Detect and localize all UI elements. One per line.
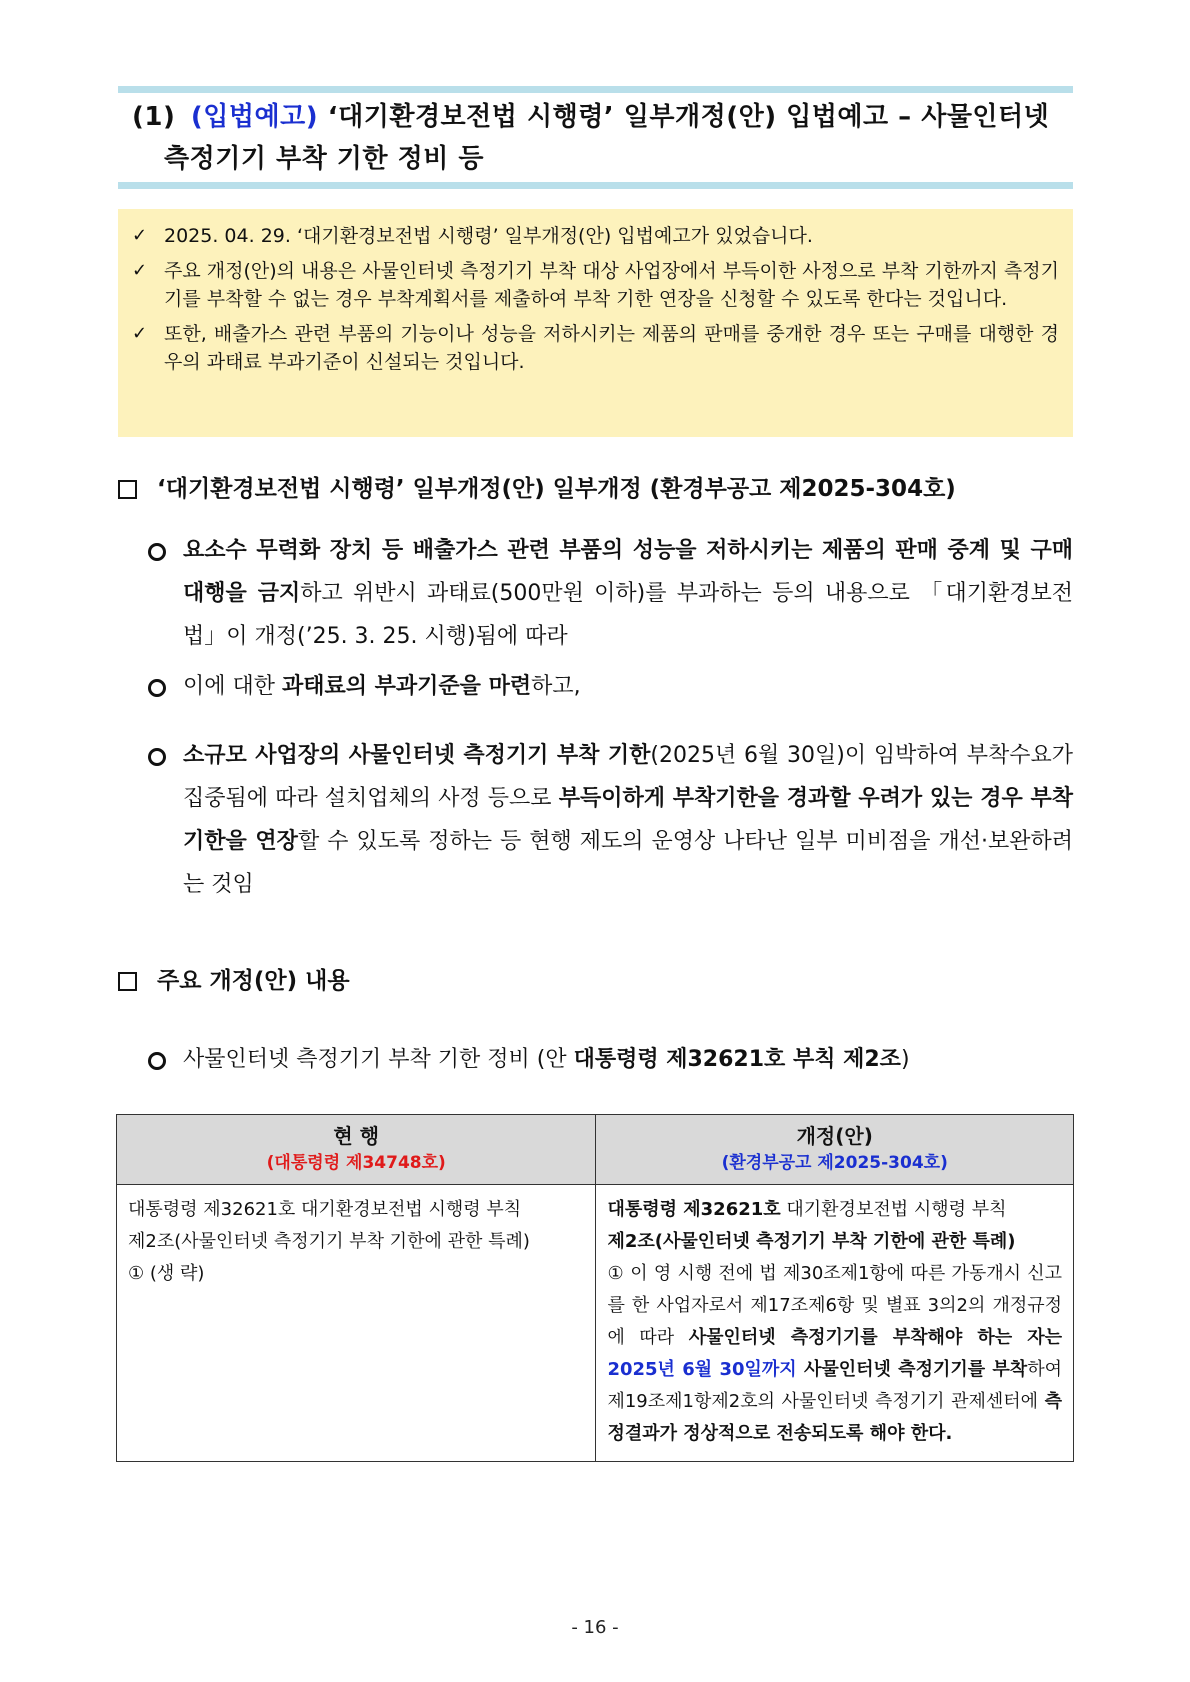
summary-text: 2025. 04. 29. ‘대기환경보전법 시행령’ 일부개정(안) 입법예고가 있었습니다. [164,225,813,247]
table-row [117,1185,1074,1462]
section1-bullet-3 [148,734,1073,906]
proposed-header-title: 개정(안) [796,1124,873,1148]
title-line2: 측정기기 부착 기한 정비 등 [164,144,484,174]
bullet-text [183,734,1073,906]
summary-item [132,222,1059,250]
proposed-header [596,1115,1074,1185]
summary-text: 주요 개정(안)의 내용은 사물인터넷 측정기기 부착 대상 사업장에서 부득이한 사정으로 부착 기한까지 측정기기를 부착할 수 없는 경우 부착계획서를 제출하여 부착 기한 연장을 신청할 수 있도록 한다는 것입니다. [164,260,1059,310]
circle-bullet-icon [148,679,166,697]
current-line: 제2조(사물인터넷 측정기기 부착 기한에 관한 특례) [128,1231,530,1252]
current-header [117,1115,596,1185]
bullet-text [183,665,1073,708]
current-line: 대통령령 제32621호 대기환경보전법 시행령 부칙 [128,1199,522,1220]
table-header-row [117,1115,1074,1185]
bullet-text [183,529,1073,658]
current-header-sub: (대통령령 제34748호) [266,1153,446,1173]
proposed-bold: 사물인터넷 측정기기를 부착해야 하는 자는 [688,1327,1062,1348]
proposed-paragraph [607,1258,1062,1450]
page-title [132,96,1072,180]
section-heading-text: 주요 개정(안) 내용 [157,968,350,994]
current-cell [117,1185,596,1462]
proposed-deadline: 2025년 6월 30일까지 [607,1359,797,1380]
circle-bullet-icon [148,1052,166,1070]
current-line: ① (생 략) [128,1263,205,1284]
bullet-bold: 과태료의 부과기준을 마련 [282,674,532,699]
bullet-bold: 소규모 사업장의 사물인터넷 측정기기 부착 기한 [183,743,651,768]
check-icon: ✓ [132,225,148,246]
bullet-regular: ) [900,1047,910,1072]
proposed-regular: 하여 제19조제1항제2호의 사물인터넷 측정기기 관제센터에 [607,1359,1062,1412]
summary-item [132,320,1059,376]
title-bottom-rule [118,182,1073,189]
proposed-regular: ① 이 영 시행 전에 법 제30조제1항에 따른 가동개시 신고를 한 사업자로서 제17조제6항 및 별표 3의2의 개정규정에 따라 [607,1263,1062,1348]
proposed-article-line: 제2조(사물인터넷 측정기기 부착 기한에 관한 특례) [607,1231,1016,1252]
page-number: - 16 - [571,1617,619,1638]
check-icon: ✓ [132,323,148,344]
proposed-bold: 대통령령 제32621호 [607,1199,781,1220]
bullet-regular: 사물인터넷 측정기기 부착 기한 정비 (안 [183,1047,574,1072]
bullet-regular: 하고, [531,674,581,699]
proposed-regular: 대기환경보전법 시행령 부칙 [780,1199,1007,1220]
bullet-regular: 할 수 있도록 정하는 등 현행 제도의 운영상 나타난 일부 미비점을 개선·보완하려는 것임 [183,829,1074,897]
square-bullet-icon [118,972,137,991]
proposed-cell [596,1185,1074,1462]
bullet-bold: 요소수 무력화 장치 등 배출가스 관련 부품의 성능을 저하시키는 제품의 판매 중계 및 구매 대행을 금지 [183,538,1073,606]
section1-bullet-2 [148,665,1073,708]
title-tag: (입법예고) [190,102,319,132]
circle-bullet-icon [148,543,166,561]
comparison-table [116,1114,1074,1462]
title-top-rule [118,86,1073,93]
summary-box [118,209,1073,437]
section-heading-text: ‘대기환경보전법 시행령’ 일부개정(안) 일부개정 (환경부공고 제2025-304호) [157,476,956,502]
circle-bullet-icon [148,748,166,766]
section-heading-1 [118,472,1078,506]
proposed-header-sub: (환경부공고 제2025-304호) [721,1153,948,1173]
summary-text: 또한, 배출가스 관련 부품의 기능이나 성능을 저하시키는 제품의 판매를 중개한 경우 또는 구매를 대행한 경우의 과태료 부과기준이 신설되는 것입니다. [164,323,1059,373]
title-line1: ‘대기환경보전법 시행령’ 일부개정(안) 입법예고 – 사물인터넷 [327,102,1050,132]
section1-bullet-1 [148,529,1073,658]
summary-item [132,257,1059,313]
bullet-bold: 부득이하게 부착기한을 경과할 우려가 있는 경우 부착기한을 연장 [183,786,1073,854]
current-header-title: 현 행 [333,1124,380,1148]
bullet-text [183,1038,1073,1081]
bullet-regular: 하고 위반시 과태료(500만원 이하)를 부과하는 등의 내용으로 「대기환경보전법」이 개정(’25. 3. 25. 시행)됨에 따라 [183,581,1073,649]
bullet-regular: (2025년 6월 30일)이 임박하여 부착수요가 집중됨에 따라 설치업체의 사정 등으로 [183,743,1073,811]
check-icon: ✓ [132,260,148,281]
bullet-regular: 이에 대한 [183,674,282,699]
section-heading-2 [118,964,1078,998]
proposed-decree-line [607,1194,1062,1226]
proposed-bold: 측정결과가 정상적으로 전송되도록 해야 한다. [607,1391,1062,1444]
proposed-bold: 사물인터넷 측정기기를 부착 [796,1359,1028,1380]
title-number: (1) [132,102,176,132]
bullet-bold: 대통령령 제32621호 부칙 제2조 [573,1047,901,1072]
square-bullet-icon [118,480,137,499]
section2-bullet [148,1038,1073,1081]
